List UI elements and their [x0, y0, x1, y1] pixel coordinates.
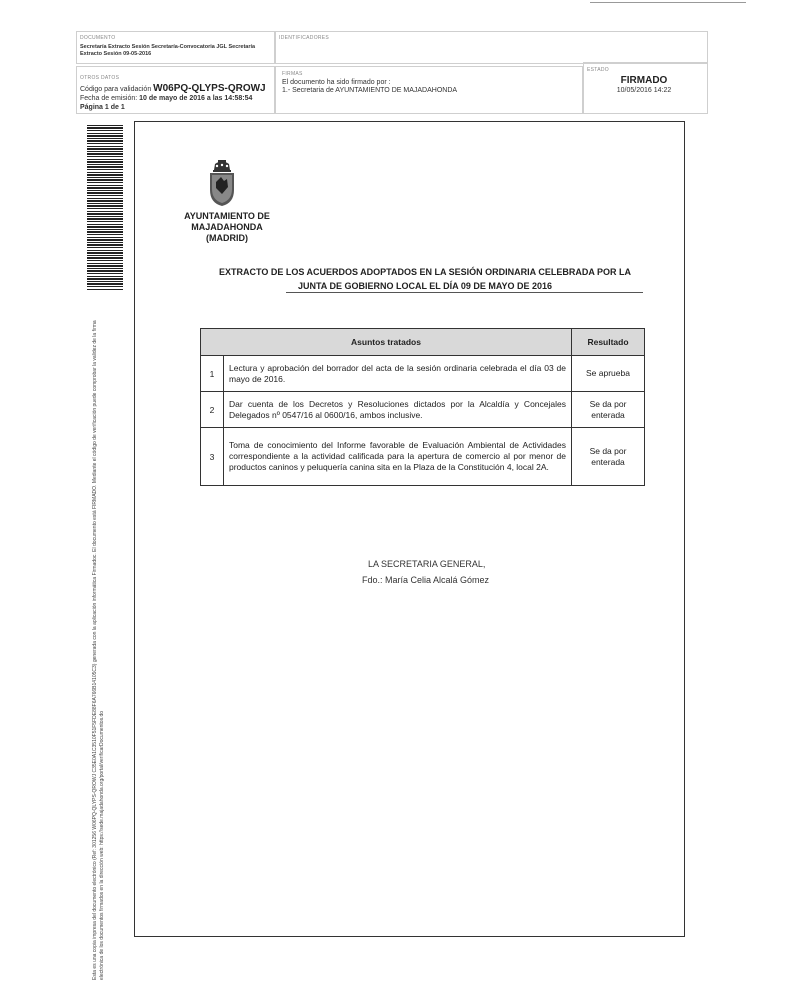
identificadores-label: IDENTIFICADORES: [279, 35, 330, 41]
documento-label: DOCUMENTO: [80, 35, 116, 41]
org-line-1: AYUNTAMIENTO DE: [184, 211, 270, 221]
barcode: [87, 125, 123, 290]
table-row: [201, 392, 645, 428]
codigo-label: Código para validación: [80, 86, 152, 93]
row-subject: Dar cuenta de los Decretos y Resoluciones dictados por la Alcaldía y Concejales Delegados nº 0547/16 al 0600/16, ambos inclusive.: [224, 392, 572, 428]
header-identificadores-box: [275, 31, 708, 64]
firmado-intro: El documento ha sido firmado por :: [282, 79, 391, 86]
firmas-label: FIRMAS: [282, 71, 303, 77]
row-result: Se da por enterada: [572, 428, 645, 486]
title-underline: [286, 292, 643, 293]
codigo-validacion: [80, 84, 266, 94]
documento-value: Secretaría Extracto Sesión Secretaría-Convocatoria JGL Secretaría Extracto Sesión 09-05-2016: [80, 44, 256, 57]
title-line-1: EXTRACTO DE LOS ACUERDOS ADOPTADOS EN LA SESIÓN ORDINARIA CELEBRADA POR LA: [218, 267, 632, 277]
page-title: [200, 265, 650, 293]
fecha-value: 10 de mayo de 2016 a las 14:58:54: [139, 95, 253, 102]
signature-name: Fdo.: María Celia Alcalá Gómez: [362, 575, 490, 585]
header-otros-datos-box: [76, 66, 275, 114]
row-subject: Toma de conocimiento del Informe favorable de Evaluación Ambiental de Actividades correspondiente a la actividad calificada para la apertura de comercio al por menor de productos caninos y peluquería canina sita en la Plaza de la Constitución 4, local 2A.: [224, 428, 572, 486]
agenda-table: [200, 328, 645, 486]
row-number: 2: [201, 392, 224, 428]
estado-label: ESTADO: [587, 67, 609, 73]
organization-name: [172, 211, 282, 244]
signature-title: LA SECRETARIA GENERAL,: [368, 559, 486, 569]
top-rule: [590, 2, 746, 3]
org-line-2: MAJADAHONDA: [191, 222, 263, 232]
header-firmas-box: [275, 66, 583, 114]
fecha-label: Fecha de emisión:: [80, 95, 138, 102]
firmante: 1.- Secretaria de AYUNTAMIENTO DE MAJADAHONDA: [282, 87, 458, 94]
row-subject: Lectura y aprobación del borrador del acta de la sesión ordinaria celebrada el día 03 de mayo de 2016.: [224, 356, 572, 392]
signature-block: [362, 556, 489, 588]
header-estado-box: [583, 62, 708, 114]
col-asuntos-header: Asuntos tratados: [201, 329, 572, 356]
otros-datos-label: OTROS DATOS: [80, 75, 120, 81]
codigo-value[interactable]: W06PQ-QLYPS-QROWJ: [153, 83, 266, 94]
side-verification-text: [92, 318, 114, 980]
status-badge: FIRMADO: [620, 75, 668, 86]
row-result: Se da por enterada: [572, 392, 645, 428]
org-line-3: (MADRID): [206, 233, 248, 243]
fecha-emision: [80, 94, 252, 103]
page-count: Página 1 de 1: [80, 104, 125, 111]
verification-text: Esta es una copia impresa del documento electrónico (Ref: 301256 W06PQ-QLYPS-QROWJ C35E0A1C3510F51F5FDE88F6A766B14105C3) generada con la aplicación informática Firmadoc. El documento está FIRMADO. Mediante el código de verificación puede comprobar la validez de la firma electrónica de los documentos firmados en la dirección web: https://sede.majadahonda.org/portal/verificarDocumentos.do: [92, 320, 105, 980]
col-resultado-header: Resultado: [572, 329, 645, 356]
estado-fecha: 10/05/2016 14:22: [616, 87, 672, 94]
title-line-2: JUNTA DE GOBIERNO LOCAL EL DÍA 09 DE MAYO DE 2016: [297, 281, 553, 291]
table-header-row: [201, 329, 645, 356]
row-result: Se aprueba: [572, 356, 645, 392]
table-row: [201, 428, 645, 486]
coat-of-arms-icon: [207, 160, 237, 206]
table-row: [201, 356, 645, 392]
header-documento-box: [76, 31, 275, 64]
row-number: 3: [201, 428, 224, 486]
row-number: 1: [201, 356, 224, 392]
